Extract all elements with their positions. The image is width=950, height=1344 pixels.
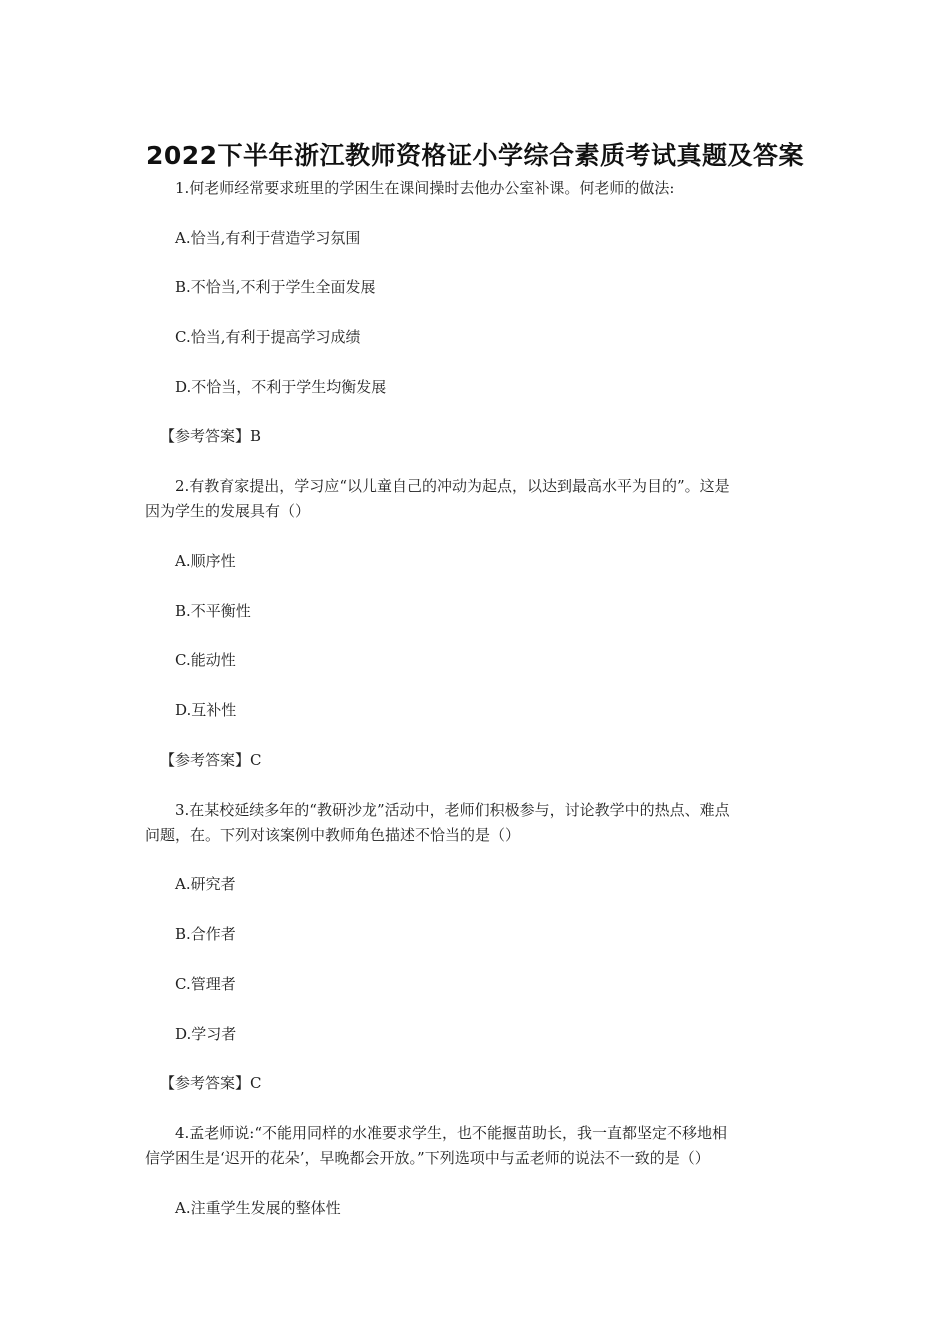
question-3-option-b: B.合作者 — [175, 925, 236, 943]
question-2-option-c: C.能动性 — [175, 651, 236, 669]
question-2-option-a: A.顺序性 — [175, 552, 236, 570]
question-1-option-d: D.不恰当，不利于学生均衡发展 — [175, 378, 387, 396]
question-1-option-b: B.不恰当,不利于学生全面发展 — [175, 278, 376, 296]
question-3-option-d: D.学习者 — [175, 1025, 237, 1043]
question-3-answer: 【参考答案】C — [160, 1074, 262, 1092]
document-title: 2022下半年浙江教师资格证小学综合素质考试真题及答案 — [145, 141, 805, 170]
question-2-stem-line-2: 因为学生的发展具有（） — [145, 502, 311, 520]
question-1-stem: 1.何老师经常要求班里的学困生在课间操时去他办公室补课。何老师的做法: — [175, 179, 675, 197]
question-2-stem-line-1: 2.有教育家提出，学习应“以儿童自己的冲动为起点，以达到最高水平为目的”。这是 — [175, 477, 730, 495]
question-3-stem-line-1: 3.在某校延续多年的“教研沙龙”活动中，老师们积极参与，讨论教学中的热点、难点 — [175, 801, 730, 819]
question-2-option-b: B.不平衡性 — [175, 602, 251, 620]
question-3-stem-line-2: 问题，在。下列对该案例中教师角色描述不恰当的是（） — [145, 826, 521, 844]
question-4-stem-line-2: 信学困生是‘迟开的花朵’，早晚都会开放。”下列选项中与孟老师的说法不一致的是（） — [145, 1149, 710, 1167]
question-3-option-c: C.管理者 — [175, 975, 236, 993]
question-1-option-a: A.恰当,有利于营造学习氛围 — [175, 229, 361, 247]
question-2-answer: 【参考答案】C — [160, 751, 262, 769]
question-1-answer: 【参考答案】B — [160, 427, 262, 445]
question-1-option-c: C.恰当,有利于提高学习成绩 — [175, 328, 361, 346]
question-4-stem-line-1: 4.孟老师说:“不能用同样的水准要求学生，也不能揠苗助长，我一直都坚定不移地相 — [175, 1124, 728, 1142]
question-3-option-a: A.研究者 — [175, 875, 236, 893]
question-2-option-d: D.互补性 — [175, 701, 237, 719]
question-4-option-a: A.注重学生发展的整体性 — [175, 1199, 341, 1217]
